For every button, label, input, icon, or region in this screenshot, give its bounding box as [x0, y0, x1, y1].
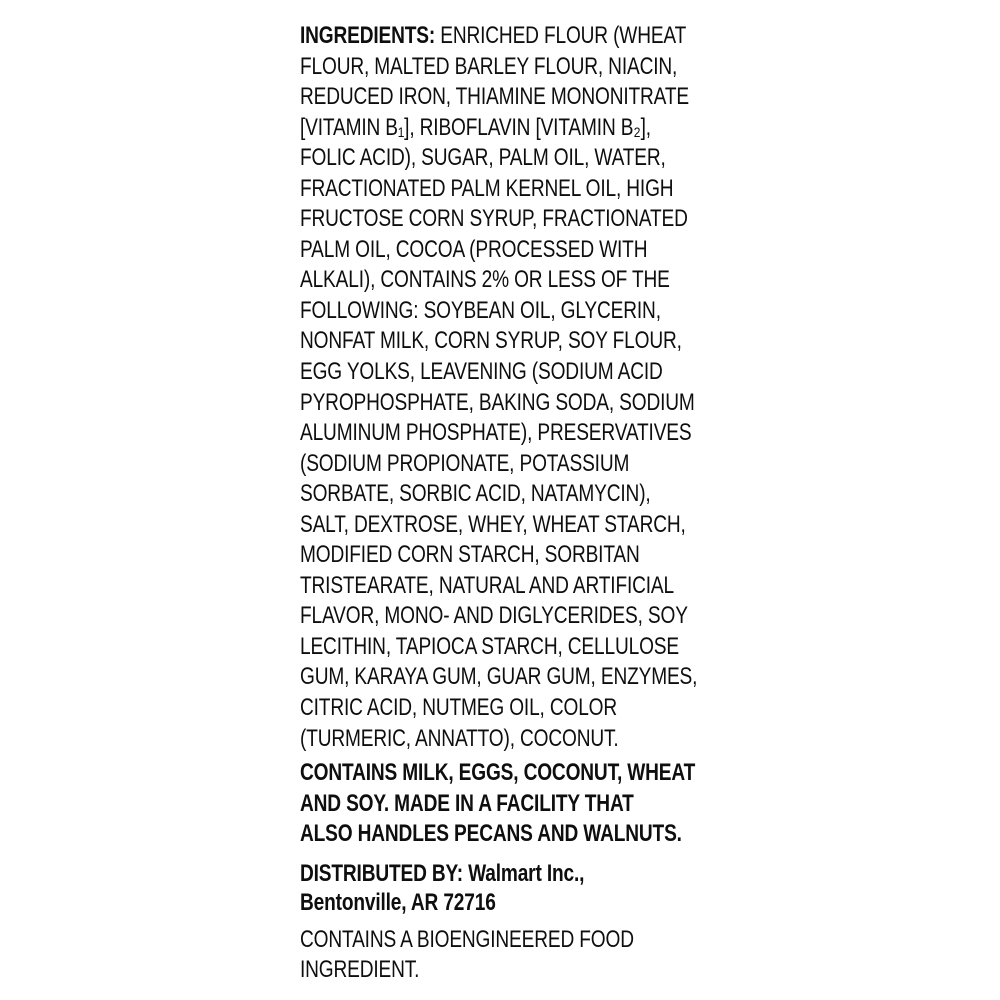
- ingredient-line: [300, 21, 697, 52]
- ingredient-line: EGG YOLKS, LEAVENING (SODIUM ACID: [300, 358, 663, 386]
- ingredient-line: [VITAMIN B₁], RIBOFLAVIN [VITAMIN B₂],: [300, 113, 651, 141]
- ingredient-line: FRUCTOSE CORN SYRUP, FRACTIONATED: [300, 205, 688, 233]
- distributor-line: Bentonville, AR 72716: [300, 888, 496, 916]
- bioengineered-line: CONTAINS A BIOENGINEERED FOOD: [300, 925, 634, 953]
- allergen-statement: [300, 758, 697, 850]
- distributor-statement: [300, 859, 697, 917]
- ingredient-line: FLAVOR, MONO- AND DIGLYCERIDES, SOY: [300, 602, 688, 630]
- ingredient-line: REDUCED IRON, THIAMINE MONONITRATE: [300, 83, 689, 111]
- ingredient-line: FOLLOWING: SOYBEAN OIL, GLYCERIN,: [300, 296, 661, 324]
- ingredient-line: ALKALI), CONTAINS 2% OR LESS OF THE: [300, 266, 670, 294]
- ingredient-line: FLOUR, MALTED BARLEY FLOUR, NIACIN,: [300, 52, 678, 80]
- ingredient-line: SORBATE, SORBIC ACID, NATAMYCIN),: [300, 480, 651, 508]
- ingredient-line: FRACTIONATED PALM KERNEL OIL, HIGH: [300, 174, 674, 202]
- allergen-line: CONTAINS MILK, EGGS, COCONUT, WHEAT: [300, 759, 696, 787]
- ingredient-line-text: ENRICHED FLOUR (WHEAT: [435, 22, 687, 49]
- allergen-line: AND SOY. MADE IN A FACILITY THAT: [300, 789, 634, 817]
- ingredient-line: ALUMINUM PHOSPHATE), PRESERVATIVES: [300, 419, 692, 447]
- ingredient-line: SALT, DEXTROSE, WHEY, WHEAT STARCH,: [300, 510, 686, 538]
- ingredient-line: PALM OIL, COCOA (PROCESSED WITH: [300, 235, 648, 263]
- ingredient-line: GUM, KARAYA GUM, GUAR GUM, ENZYMES,: [300, 663, 698, 691]
- ingredient-line: CITRIC ACID, NUTMEG OIL, COLOR: [300, 694, 618, 722]
- ingredients-label: [300, 21, 697, 986]
- bioengineered-line: INGREDIENT.: [300, 956, 420, 984]
- ingredient-line: MODIFIED CORN STARCH, SORBITAN: [300, 541, 640, 569]
- ingredient-line: FOLIC ACID), SUGAR, PALM OIL, WATER,: [300, 144, 666, 172]
- ingredient-line: PYROPHOSPHATE, BAKING SODA, SODIUM: [300, 388, 695, 416]
- allergen-line: ALSO HANDLES PECANS AND WALNUTS.: [300, 820, 682, 848]
- ingredients-heading: INGREDIENTS:: [300, 22, 436, 49]
- ingredient-line: (SODIUM PROPIONATE, POTASSIUM: [300, 449, 630, 477]
- ingredient-line: TRISTEARATE, NATURAL AND ARTIFICIAL: [300, 571, 674, 599]
- distributor-line: DISTRIBUTED BY: Walmart Inc.,: [300, 859, 585, 887]
- bioengineered-statement: [300, 925, 697, 986]
- ingredients-paragraph: [300, 21, 697, 754]
- ingredient-line: (TURMERIC, ANNATTO), COCONUT.: [300, 724, 619, 752]
- ingredient-line: LECITHIN, TAPIOCA STARCH, CELLULOSE: [300, 632, 679, 660]
- ingredient-line: NONFAT MILK, CORN SYRUP, SOY FLOUR,: [300, 327, 682, 355]
